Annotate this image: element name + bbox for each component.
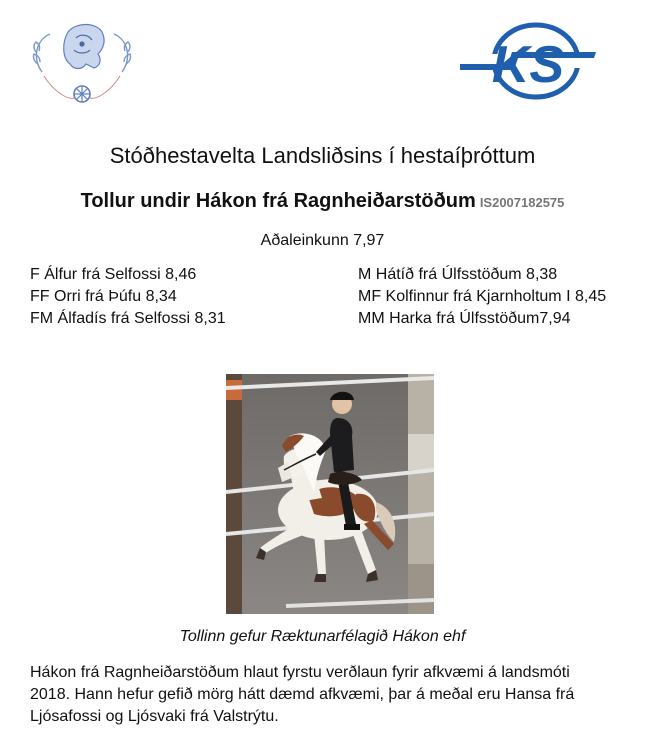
- main-score: Aðaleinkunn 7,97: [260, 232, 385, 249]
- horse-photo: [226, 374, 434, 614]
- registration-number: IS2007182575: [479, 195, 565, 210]
- federation-logo: [24, 18, 140, 110]
- horse-name: Tollur undir Hákon frá Ragnheiðarstöðum: [80, 190, 476, 212]
- photo-caption: Tollinn gefur Ræktunarfélagið Hákon ehf: [179, 628, 466, 645]
- pedigree-line-sire: F Álfur frá Selfossi 8,46: [30, 266, 197, 283]
- dam-pedigree: [358, 264, 643, 330]
- description-line: 2018. Hann hefur gefið mörg hátt dæmd afkvæmi, þar á meðal eru Hansa frá: [30, 686, 575, 703]
- ks-logo: [458, 20, 598, 102]
- ks-logo-icon: [458, 20, 598, 102]
- pedigree-line-dam-sire: MF Kolfinnur frá Kjarnholtum I 8,45: [358, 288, 607, 305]
- page-title: Stóðhestavelta Landsliðsins í hestaíþróttum: [109, 143, 536, 168]
- description-line: Ljósafossi og Ljósvaki frá Valstrýtu.: [30, 708, 279, 725]
- pedigree-line-dam-dam: MM Harka frá Úlfsstöðum7,94: [358, 310, 571, 327]
- pedigree-line-sire-dam: FM Álfadís frá Selfossi 8,31: [30, 310, 226, 327]
- pedigree-line-sire-sire: FF Orri frá Þúfu 8,34: [30, 288, 177, 305]
- horse-heading: [0, 190, 645, 213]
- horse-federation-seal-icon: [24, 18, 140, 110]
- description-line: Hákon frá Ragnheiðarstöðum hlaut fyrstu verðlaun fyrir afkvæmi á landsmóti: [30, 664, 570, 681]
- description-paragraph: [30, 662, 620, 728]
- rider-on-pinto-horse-photo: [226, 374, 434, 614]
- ks-logo-text: KS: [491, 36, 565, 94]
- pedigree-line-dam: M Hátíð frá Úlfsstöðum 8,38: [358, 266, 558, 283]
- sire-pedigree: [30, 264, 330, 330]
